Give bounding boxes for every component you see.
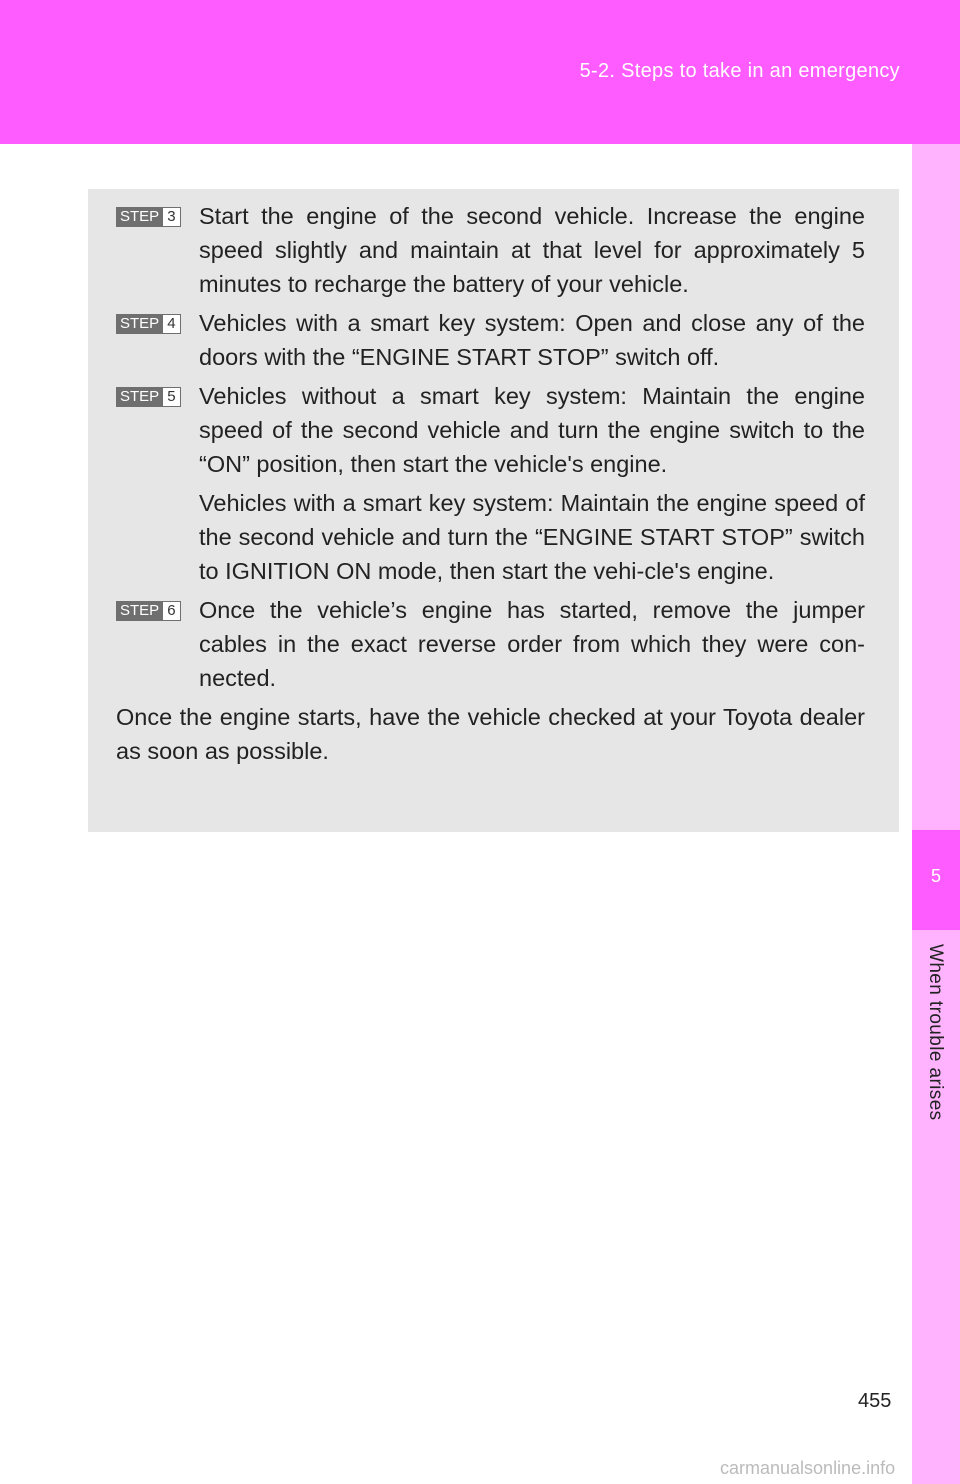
page-number: 455 xyxy=(858,1390,892,1412)
chapter-side-tab xyxy=(912,144,960,1484)
chapter-number: 5 xyxy=(930,866,941,886)
step-badge-word: STEP xyxy=(116,601,162,621)
step-badge xyxy=(116,387,181,407)
step-badge-word: STEP xyxy=(116,387,162,407)
closing-note: Once the engine starts, have the vehicle checked at your Toyota dealer as soon as possible. xyxy=(116,704,865,764)
step-badge-word: STEP xyxy=(116,207,162,227)
step-badge xyxy=(116,314,181,334)
step-badge-number: 6 xyxy=(162,601,180,621)
page-header xyxy=(0,0,960,144)
instruction-panel xyxy=(88,189,899,832)
step-6 xyxy=(116,593,865,695)
steps-list xyxy=(116,199,865,768)
step-3 xyxy=(116,199,865,301)
step-badge-number: 5 xyxy=(162,387,180,407)
step-text: Vehicles without a smart key system: Maintain the engine speed of the second vehicle and turn the engine switch to the “ON” position, then start the vehicle's engine. xyxy=(199,383,865,477)
section-title: 5-2. Steps to take in an emergency xyxy=(579,60,900,82)
step-4 xyxy=(116,306,865,374)
step-text: Once the vehicle’s engine has started, remove the jumper cables in the exact reverse order from which they were con-nected. xyxy=(199,597,865,691)
step-text: Vehicles with a smart key system: Open and close any of the doors with the “ENGINE START STOP” switch off. xyxy=(199,310,865,370)
step-badge xyxy=(116,207,181,227)
step-text: Start the engine of the second vehicle. Increase the engine speed slightly and maintain at that level for approximately 5 minutes to recharge the battery of your vehicle. xyxy=(199,203,865,297)
step-5 xyxy=(116,379,865,588)
watermark: carmanualsonline.info xyxy=(720,1458,896,1478)
chapter-label: When trouble arises xyxy=(925,944,946,1121)
step-badge-number: 3 xyxy=(162,207,180,227)
step-text-continued: Vehicles with a smart key system: Maintain the engine speed of the second vehicle and turn the “ENGINE START STOP” switch to IGNITION ON mode, then start the vehi-cle's engine. xyxy=(199,490,865,584)
step-badge xyxy=(116,601,181,621)
chapter-number-box xyxy=(912,830,960,930)
step-badge-number: 4 xyxy=(162,314,180,334)
step-badge-word: STEP xyxy=(116,314,162,334)
